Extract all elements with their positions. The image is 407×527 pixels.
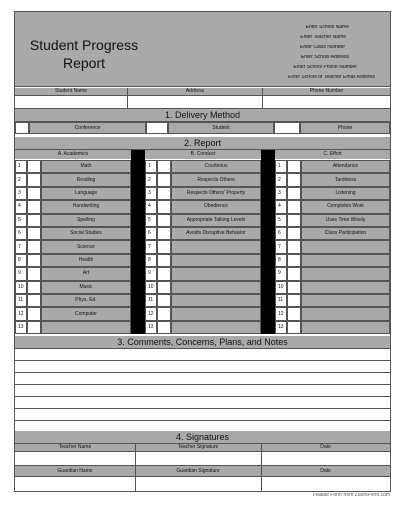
guardian-date-label: Date (320, 467, 331, 474)
effort-row-label: Class Participation (301, 227, 390, 240)
row-number: 9 (275, 267, 287, 280)
row-number: 13 (15, 321, 27, 334)
grade-input[interactable] (157, 227, 171, 240)
row-number: 5 (275, 214, 287, 227)
academics-row-label: Science (41, 240, 131, 253)
school-phone-field[interactable]: Enter School Phone Number (293, 65, 357, 70)
school-address-field[interactable]: Enter School Address (300, 55, 349, 60)
academics-row-label: Social Studies (41, 227, 131, 240)
row-number: 12 (145, 307, 157, 320)
comment-line[interactable] (15, 361, 390, 373)
row-number: 8 (275, 254, 287, 267)
effort-row-label: Listening (301, 187, 390, 200)
report-title-line2: Report (62, 55, 106, 71)
conduct-row-label: Appropriate Talking Levels (171, 214, 261, 227)
effort-row-label (301, 294, 390, 307)
row-number: 3 (15, 187, 27, 200)
row-number: 10 (145, 281, 157, 294)
row-number: 12 (15, 307, 27, 320)
conduct-row-label: Respects Others' Property (171, 187, 261, 200)
conduct-row-label (171, 254, 261, 267)
row-number: 5 (145, 214, 157, 227)
phone-option: Phone (300, 122, 390, 134)
academics-row-label: Language (41, 187, 131, 200)
address-label: Address (185, 88, 205, 94)
column-separator (261, 150, 275, 334)
conference-checkbox[interactable] (15, 122, 29, 134)
grade-input[interactable] (27, 254, 41, 267)
effort-row-label (301, 267, 390, 280)
row-number: 7 (275, 240, 287, 253)
academics-row-label: Spelling (41, 214, 131, 227)
grade-input[interactable] (157, 187, 171, 200)
teacher-name-label: Teacher Name (58, 444, 92, 450)
row-number: 8 (15, 254, 27, 267)
grade-input[interactable] (287, 214, 301, 227)
grade-input[interactable] (157, 214, 171, 227)
effort-row-label (301, 254, 390, 267)
conduct-row-label (171, 294, 261, 307)
guardian-signature-label: Guardian Signature (176, 467, 220, 474)
conduct-row-label (171, 281, 261, 294)
row-number: 4 (145, 200, 157, 213)
conduct-row-label (171, 267, 261, 280)
conduct-row-label (171, 321, 261, 334)
row-number: 11 (15, 294, 27, 307)
row-number: 2 (15, 173, 27, 186)
divider (262, 88, 263, 108)
grade-input[interactable] (27, 307, 41, 320)
grade-input[interactable] (287, 321, 301, 334)
grade-input[interactable] (287, 307, 301, 320)
grade-input[interactable] (157, 160, 171, 173)
academics-row-label: Art (41, 267, 131, 280)
report-title-bar: 2. Report (15, 137, 390, 149)
academics-row-label: Music (41, 281, 131, 294)
row-number: 10 (275, 281, 287, 294)
divider (135, 444, 136, 492)
conduct-row-label: Respects Others (171, 173, 261, 186)
row-number: 2 (275, 173, 287, 186)
row-number: 1 (145, 160, 157, 173)
row-number: 11 (275, 294, 287, 307)
grade-input[interactable] (157, 173, 171, 186)
grade-input[interactable] (27, 321, 41, 334)
academics-row-label: Math (41, 160, 131, 173)
grade-input[interactable] (27, 173, 41, 186)
row-number: 12 (275, 307, 287, 320)
conduct-row-label (171, 307, 261, 320)
teacher-date-label: Date (320, 444, 331, 450)
student-name-label: Student Name (55, 88, 87, 94)
teacher-date-input[interactable] (262, 452, 390, 465)
effort-row-label (301, 307, 390, 320)
guardian-date-input[interactable] (262, 477, 390, 491)
student-checkbox[interactable] (146, 122, 168, 134)
row-number: 1 (275, 160, 287, 173)
grade-input[interactable] (157, 294, 171, 307)
school-name-field[interactable]: Enter School Name (305, 25, 349, 30)
grade-input[interactable] (287, 200, 301, 213)
conference-option: Conference (29, 122, 146, 134)
academics-header: A. Academics (15, 150, 131, 159)
grade-input[interactable] (287, 240, 301, 253)
grade-input[interactable] (287, 187, 301, 200)
academics-row-label: Reading (41, 173, 131, 186)
effort-row-label (301, 240, 390, 253)
comments-title: 3. Comments, Concerns, Plans, and Notes (15, 336, 390, 348)
row-number: 4 (275, 200, 287, 213)
grade-input[interactable] (157, 240, 171, 253)
row-number: 8 (145, 254, 157, 267)
conduct-row-label (171, 240, 261, 253)
teacher-signature-label: Teacher Signature (177, 444, 219, 450)
effort-row-label: Attendance (301, 160, 390, 173)
comment-line[interactable] (15, 349, 390, 361)
effort-header: C. Effort (275, 150, 390, 159)
row-number: 7 (145, 240, 157, 253)
grade-input[interactable] (287, 294, 301, 307)
teacher-name-field[interactable]: Enter Teacher Name (300, 35, 346, 40)
effort-row-label (301, 281, 390, 294)
conduct-header: B. Conduct (145, 150, 261, 159)
guardian-signature-input[interactable] (136, 477, 261, 491)
grade-input[interactable] (157, 281, 171, 294)
signatures-title: 4. Signatures (15, 431, 390, 443)
report-title-line1: Student Progress (29, 37, 139, 53)
grade-input[interactable] (27, 227, 41, 240)
student-option: Student (168, 122, 274, 134)
row-number: 9 (145, 267, 157, 280)
row-number: 13 (275, 321, 287, 334)
comment-line[interactable] (15, 373, 390, 385)
guardian-name-input[interactable] (15, 477, 135, 491)
effort-row-label: Tardiness (301, 173, 390, 186)
academics-row-label: Computer (41, 307, 131, 320)
phone-number-input[interactable] (263, 96, 390, 108)
comment-line[interactable] (15, 385, 390, 397)
phone-checkbox[interactable] (274, 122, 300, 134)
grade-input[interactable] (27, 160, 41, 173)
grade-input[interactable] (27, 267, 41, 280)
effort-row-label: Uses Time Wisely (301, 214, 390, 227)
grade-input[interactable] (157, 307, 171, 320)
conduct-row-label: Obedience (171, 200, 261, 213)
academics-row-label: Health (41, 254, 131, 267)
grade-input[interactable] (157, 267, 171, 280)
student-name-input[interactable] (15, 96, 127, 108)
row-number: 6 (15, 227, 27, 240)
grade-input[interactable] (27, 240, 41, 253)
header-fields (200, 25, 390, 85)
comment-line[interactable] (15, 409, 390, 421)
row-number: 13 (145, 321, 157, 334)
comment-line[interactable] (15, 397, 390, 409)
grade-input[interactable] (157, 200, 171, 213)
grade-input[interactable] (157, 321, 171, 334)
grade-input[interactable] (27, 214, 41, 227)
row-number: 3 (275, 187, 287, 200)
grade-input[interactable] (287, 160, 301, 173)
class-number-field[interactable]: Enter Class Number (299, 45, 345, 50)
effort-row-label: Completes Work (301, 200, 390, 213)
row-number: 6 (145, 227, 157, 240)
grade-input[interactable] (27, 294, 41, 307)
row-number: 3 (145, 187, 157, 200)
row-number: 11 (145, 294, 157, 307)
conduct-row-label: Avoids Disruptive Behavior (171, 227, 261, 240)
row-number: 9 (15, 267, 27, 280)
academics-row-label: Handwriting (41, 200, 131, 213)
delivery-method-title: 1. Delivery Method (15, 109, 390, 121)
row-number: 5 (15, 214, 27, 227)
school-email-field[interactable]: Enter School or Teacher Email Address (288, 75, 375, 80)
grade-input[interactable] (157, 254, 171, 267)
row-number: 4 (15, 200, 27, 213)
divider (261, 444, 262, 492)
grade-input[interactable] (287, 267, 301, 280)
row-number: 7 (15, 240, 27, 253)
address-input[interactable] (128, 96, 262, 108)
grade-input[interactable] (287, 254, 301, 267)
report-title (24, 36, 144, 72)
grade-input[interactable] (27, 281, 41, 294)
grade-input[interactable] (27, 187, 41, 200)
row-number: 6 (275, 227, 287, 240)
divider (127, 88, 128, 108)
grade-input[interactable] (287, 281, 301, 294)
conduct-row-label: Courteous (171, 160, 261, 173)
grade-input[interactable] (287, 227, 301, 240)
teacher-name-input[interactable] (15, 452, 135, 465)
column-separator (131, 150, 145, 334)
phone-number-label: Phone Number (309, 88, 344, 94)
row-number: 2 (145, 173, 157, 186)
grade-input[interactable] (27, 200, 41, 213)
academics-row-label: Phys. Ed. (41, 294, 131, 307)
effort-row-label (301, 321, 390, 334)
grade-input[interactable] (287, 173, 301, 186)
guardian-name-label: Guardian Name (57, 467, 93, 474)
teacher-signature-input[interactable] (136, 452, 261, 465)
academics-row-label (41, 321, 131, 334)
footer-credit: Fillable Form from ZoomForm.com (313, 493, 390, 498)
row-number: 10 (15, 281, 27, 294)
row-number: 1 (15, 160, 27, 173)
